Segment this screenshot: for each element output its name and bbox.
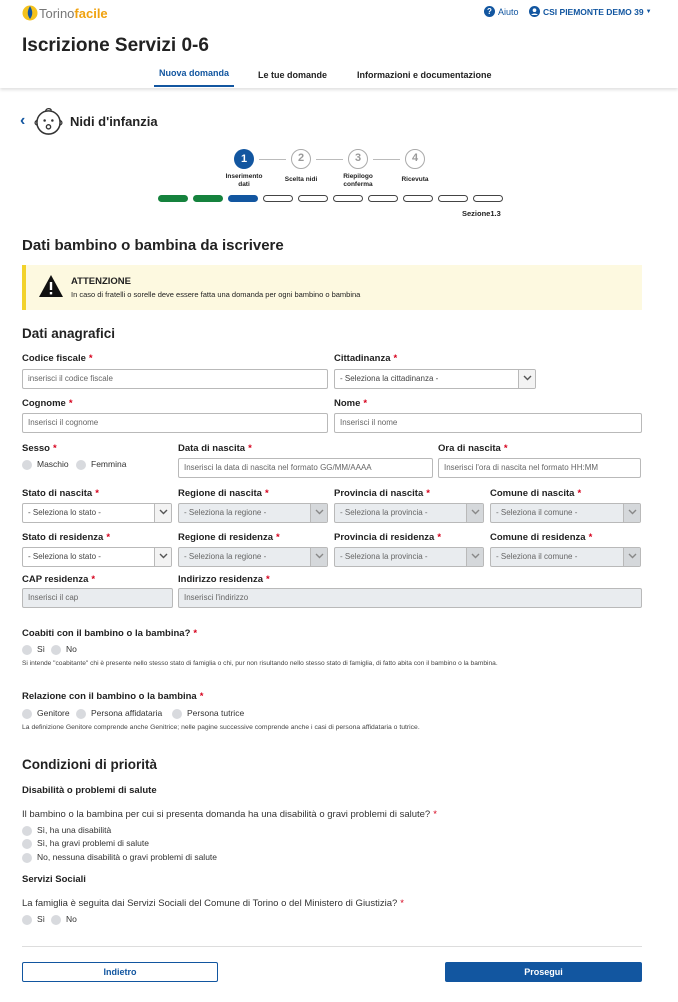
select-value: - Seleziona la provincia - <box>340 508 428 517</box>
chevron-down-icon <box>623 548 640 566</box>
sociali-question <box>22 898 404 909</box>
sociali-no-radio[interactable] <box>51 914 77 925</box>
select-value: - Seleziona la regione - <box>184 508 267 517</box>
comune-residenza-label <box>490 532 592 543</box>
alert-box <box>22 265 642 310</box>
label-text: Regione di nascita <box>178 488 262 499</box>
progress-segment <box>403 195 433 202</box>
radio-circle <box>22 709 32 719</box>
required-mark: * <box>433 809 437 820</box>
codice-fiscale-input[interactable] <box>22 369 328 389</box>
select-value: - Seleziona la provincia - <box>340 552 428 561</box>
label-text: Comune di residenza <box>490 532 586 543</box>
required-mark: * <box>393 353 398 364</box>
required-mark: * <box>266 574 270 585</box>
radio-label: No <box>66 914 77 924</box>
sociali-si-radio[interactable] <box>22 914 45 925</box>
comune-nascita-select[interactable] <box>490 503 641 523</box>
help-label: Aiuto <box>498 6 519 17</box>
chevron-down-icon <box>466 504 483 522</box>
tab-le-tue-domande[interactable] <box>258 70 327 80</box>
required-mark: * <box>503 443 508 454</box>
radio-circle <box>22 839 32 849</box>
select-value: - Seleziona il comune - <box>496 552 578 561</box>
top-header <box>0 0 678 88</box>
radio-label: Sì, ha una disabilità <box>37 825 112 835</box>
required-mark: * <box>400 898 404 909</box>
logo-text-facile: facile <box>74 5 108 21</box>
logo[interactable] <box>22 4 108 22</box>
required-mark: * <box>363 398 368 409</box>
required-mark: * <box>248 443 252 454</box>
step-circle: 4 <box>405 149 425 169</box>
cap-label <box>22 574 95 585</box>
tab-informazioni[interactable] <box>357 70 492 80</box>
required-mark: * <box>264 488 269 499</box>
step-label: Ricevuta <box>401 176 429 183</box>
progress-label: Sezione1.3 <box>462 209 501 218</box>
ora-nascita-input[interactable] <box>438 458 641 478</box>
chevron-down-icon <box>154 548 171 566</box>
stato-nascita-label <box>22 488 99 499</box>
chevron-down-icon <box>466 548 483 566</box>
placeholder: Inserisci il cognome <box>28 418 99 427</box>
label-text: Cognome <box>22 398 66 409</box>
step-4 <box>387 149 443 184</box>
progress-segment <box>298 195 328 202</box>
baby-icon <box>34 107 63 136</box>
coabiti-si-radio[interactable] <box>22 644 45 655</box>
chevron-down-icon <box>310 504 327 522</box>
required-mark: * <box>193 628 198 639</box>
question-circle-icon: ? <box>484 6 495 17</box>
relazione-affidataria-radio[interactable] <box>76 708 162 719</box>
footer-divider <box>22 946 642 947</box>
step-circle: 1 <box>234 149 254 169</box>
cognome-input[interactable] <box>22 413 328 433</box>
label-text: Ora di nascita <box>438 443 501 454</box>
relazione-note: La definizione Genitore comprende anche Genitrice; nelle pagine successive comprende anche i casi di persona affidataria o tutrice. <box>22 724 420 731</box>
step-3 <box>330 149 386 188</box>
stato-residenza-label <box>22 532 110 543</box>
label-text: Coabiti con il bambino o la bambina? <box>22 628 191 639</box>
provincia-residenza-label <box>334 532 441 543</box>
coabiti-no-radio[interactable] <box>51 644 77 655</box>
chevron-down-icon <box>310 548 327 566</box>
label-text: Stato di nascita <box>22 488 93 499</box>
ora-nascita-label <box>438 443 508 454</box>
required-mark: * <box>88 353 93 364</box>
placeholder: Inserisci il nome <box>340 418 398 427</box>
label-text: Provincia di nascita <box>334 488 424 499</box>
progress-segment <box>193 195 223 202</box>
relazione-tutrice-radio[interactable] <box>172 708 244 719</box>
step-2 <box>273 149 329 184</box>
nome-label <box>334 398 367 409</box>
select-value: - Seleziona lo stato - <box>28 552 101 561</box>
label-text: Relazione con il bambino o la bambina <box>22 691 197 702</box>
label-text: Stato di residenza <box>22 532 104 543</box>
user-circle-icon <box>529 6 540 17</box>
form-title: Dati bambino o bambina da iscrivere <box>22 237 284 254</box>
radio-circle <box>22 460 32 470</box>
radio-label: Persona affidataria <box>91 708 163 718</box>
alert-title: ATTENZIONE <box>71 276 131 287</box>
provincia-residenza-select[interactable] <box>334 547 484 567</box>
relazione-genitore-radio[interactable] <box>22 708 70 719</box>
radio-circle <box>76 460 86 470</box>
provincia-nascita-label <box>334 488 430 499</box>
radio-label: No <box>66 644 77 654</box>
button-label: Indietro <box>103 967 137 977</box>
required-mark: * <box>437 532 442 543</box>
back-button[interactable] <box>22 962 218 982</box>
logo-text-torino: Torino <box>39 5 75 21</box>
radio-circle <box>22 915 32 925</box>
step-label: Riepilogo conferma <box>343 173 373 188</box>
disabilita-title: Disabilità o problemi di salute <box>22 785 157 796</box>
disabilita-question <box>22 809 437 820</box>
cittadinanza-select[interactable] <box>334 369 536 389</box>
progress-segment <box>368 195 398 202</box>
stato-nascita-select[interactable] <box>22 503 172 523</box>
required-mark: * <box>588 532 593 543</box>
radio-label: Genitore <box>37 708 70 718</box>
regione-nascita-label <box>178 488 269 499</box>
radio-circle <box>76 709 86 719</box>
help-link[interactable] <box>484 6 519 17</box>
regione-residenza-select[interactable] <box>178 547 328 567</box>
chevron-down-icon <box>518 370 535 388</box>
radio-label: Maschio <box>37 459 69 469</box>
placeholder: Inserisci l'ora di nascita nel formato HH:MM <box>444 463 599 472</box>
sesso-femmina-radio[interactable] <box>76 459 126 470</box>
tab-label: Informazioni e documentazione <box>357 70 492 80</box>
question-text: La famiglia è seguita dai Servizi Sociali del Comune di Torino o del Ministero di Giustizia? <box>22 898 398 909</box>
step-circle: 3 <box>348 149 368 169</box>
user-name: CSI PIEMONTE DEMO 39 <box>543 6 644 17</box>
required-mark: * <box>68 398 73 409</box>
label-text: Cittadinanza <box>334 353 391 364</box>
button-label: Prosegui <box>524 967 563 977</box>
disabilita-si-radio[interactable] <box>22 825 111 836</box>
tab-label: Nuova domanda <box>158 68 229 78</box>
logo-icon <box>22 4 38 22</box>
progress-segment <box>438 195 468 202</box>
placeholder: Inserisci la data di nascita nel formato GG/MM/AAAA <box>184 463 372 472</box>
codice-fiscale-label <box>22 353 93 364</box>
disabilita-no-radio[interactable] <box>22 852 217 863</box>
salute-si-radio[interactable] <box>22 838 149 849</box>
alert-text: In caso di fratelli o sorelle deve essere fatta una domanda per ogni bambino o bambina <box>71 290 361 299</box>
label-text: Regione di residenza <box>178 532 274 543</box>
progress-segment <box>263 195 293 202</box>
step-label: Inserimento dati <box>225 173 263 188</box>
back-chevron-icon[interactable]: ‹ <box>20 112 26 129</box>
regione-nascita-select[interactable] <box>178 503 328 523</box>
cognome-label <box>22 398 73 409</box>
radio-label: No, nessuna disabilità o gravi problemi di salute <box>37 852 218 862</box>
label-text: Provincia di residenza <box>334 532 435 543</box>
select-value: - Seleziona il comune - <box>496 508 578 517</box>
coabiti-label <box>22 628 197 639</box>
tab-label: Le tue domande <box>258 70 328 80</box>
anagrafici-title: Dati anagrafici <box>22 326 116 341</box>
provincia-nascita-select[interactable] <box>334 503 484 523</box>
step-label: Scelta nidi <box>284 176 318 183</box>
label-text: Comune di nascita <box>490 488 575 499</box>
step-1 <box>216 149 272 188</box>
next-button[interactable] <box>445 962 642 982</box>
indirizzo-label <box>178 574 270 585</box>
radio-label: Femmina <box>91 459 127 469</box>
data-nascita-label <box>178 443 252 454</box>
nome-input[interactable] <box>334 413 642 433</box>
required-mark: * <box>53 443 57 454</box>
coabiti-note: Si intende "coabitante" chi è presente nello stesso stato di famiglia o chi, pur non risultando nello stesso stato di famiglia, di fatto abita con il bambino o la bambina. <box>22 660 498 667</box>
radio-label: Sì, ha gravi problemi di salute <box>37 838 149 848</box>
data-nascita-input[interactable] <box>178 458 433 478</box>
select-value: - Seleziona la cittadinanza - <box>340 374 439 383</box>
chevron-down-icon <box>623 504 640 522</box>
required-mark: * <box>106 532 111 543</box>
progress-segment <box>333 195 363 202</box>
required-mark: * <box>91 574 96 585</box>
relazione-label <box>22 691 203 702</box>
cap-input[interactable] <box>22 588 173 608</box>
radio-circle <box>51 645 61 655</box>
radio-circle <box>22 826 32 836</box>
sociali-title: Servizi Sociali <box>22 874 86 885</box>
indirizzo-input[interactable] <box>178 588 642 608</box>
comune-nascita-label <box>490 488 581 499</box>
label-text: Data di nascita <box>178 443 246 454</box>
radio-label: Sì <box>37 644 46 654</box>
radio-circle <box>172 709 182 719</box>
select-value: - Seleziona la regione - <box>184 552 267 561</box>
progress-segment <box>473 195 503 202</box>
user-menu[interactable] <box>529 6 652 17</box>
progress-segment <box>158 195 188 202</box>
label-text: Indirizzo residenza <box>178 574 263 585</box>
placeholder: Inserisci il cap <box>28 593 79 602</box>
progress-segment <box>228 195 258 202</box>
placeholder: Inserisci l'indirizzo <box>184 593 249 602</box>
label-text: Nome <box>334 398 361 409</box>
question-text: Il bambino o la bambina per cui si presenta domanda ha una disabilità o gravi problemi di salute? <box>22 809 431 820</box>
label-text: CAP residenza <box>22 574 89 585</box>
required-mark: * <box>95 488 99 499</box>
label-text: Sesso <box>22 443 50 454</box>
step-circle: 2 <box>291 149 311 169</box>
section-title: Nidi d'infanzia <box>70 114 158 129</box>
radio-label: Sì <box>37 914 46 924</box>
required-mark: * <box>276 532 280 543</box>
sesso-maschio-radio[interactable] <box>22 459 69 470</box>
stato-residenza-select[interactable] <box>22 547 172 567</box>
select-value: - Seleziona lo stato - <box>28 508 101 517</box>
comune-residenza-select[interactable] <box>490 547 641 567</box>
priorita-title: Condizioni di priorità <box>22 757 157 772</box>
radio-label: Persona tutrice <box>187 708 245 718</box>
placeholder: inserisci il codice fiscale <box>28 374 113 383</box>
radio-circle <box>51 915 61 925</box>
warning-icon <box>38 274 64 298</box>
required-mark: * <box>426 488 430 499</box>
chevron-down-icon <box>154 504 171 522</box>
sesso-label <box>22 443 57 454</box>
caret-down-icon: ▼ <box>645 8 652 15</box>
cittadinanza-label <box>334 353 397 364</box>
regione-residenza-label <box>178 532 280 543</box>
required-mark: * <box>577 488 582 499</box>
radio-circle <box>22 853 32 863</box>
page-title: Iscrizione Servizi 0-6 <box>22 35 209 56</box>
tab-nuova-domanda[interactable] <box>154 68 234 87</box>
required-mark: * <box>199 691 204 702</box>
radio-circle <box>22 645 32 655</box>
label-text: Codice fiscale <box>22 353 86 364</box>
